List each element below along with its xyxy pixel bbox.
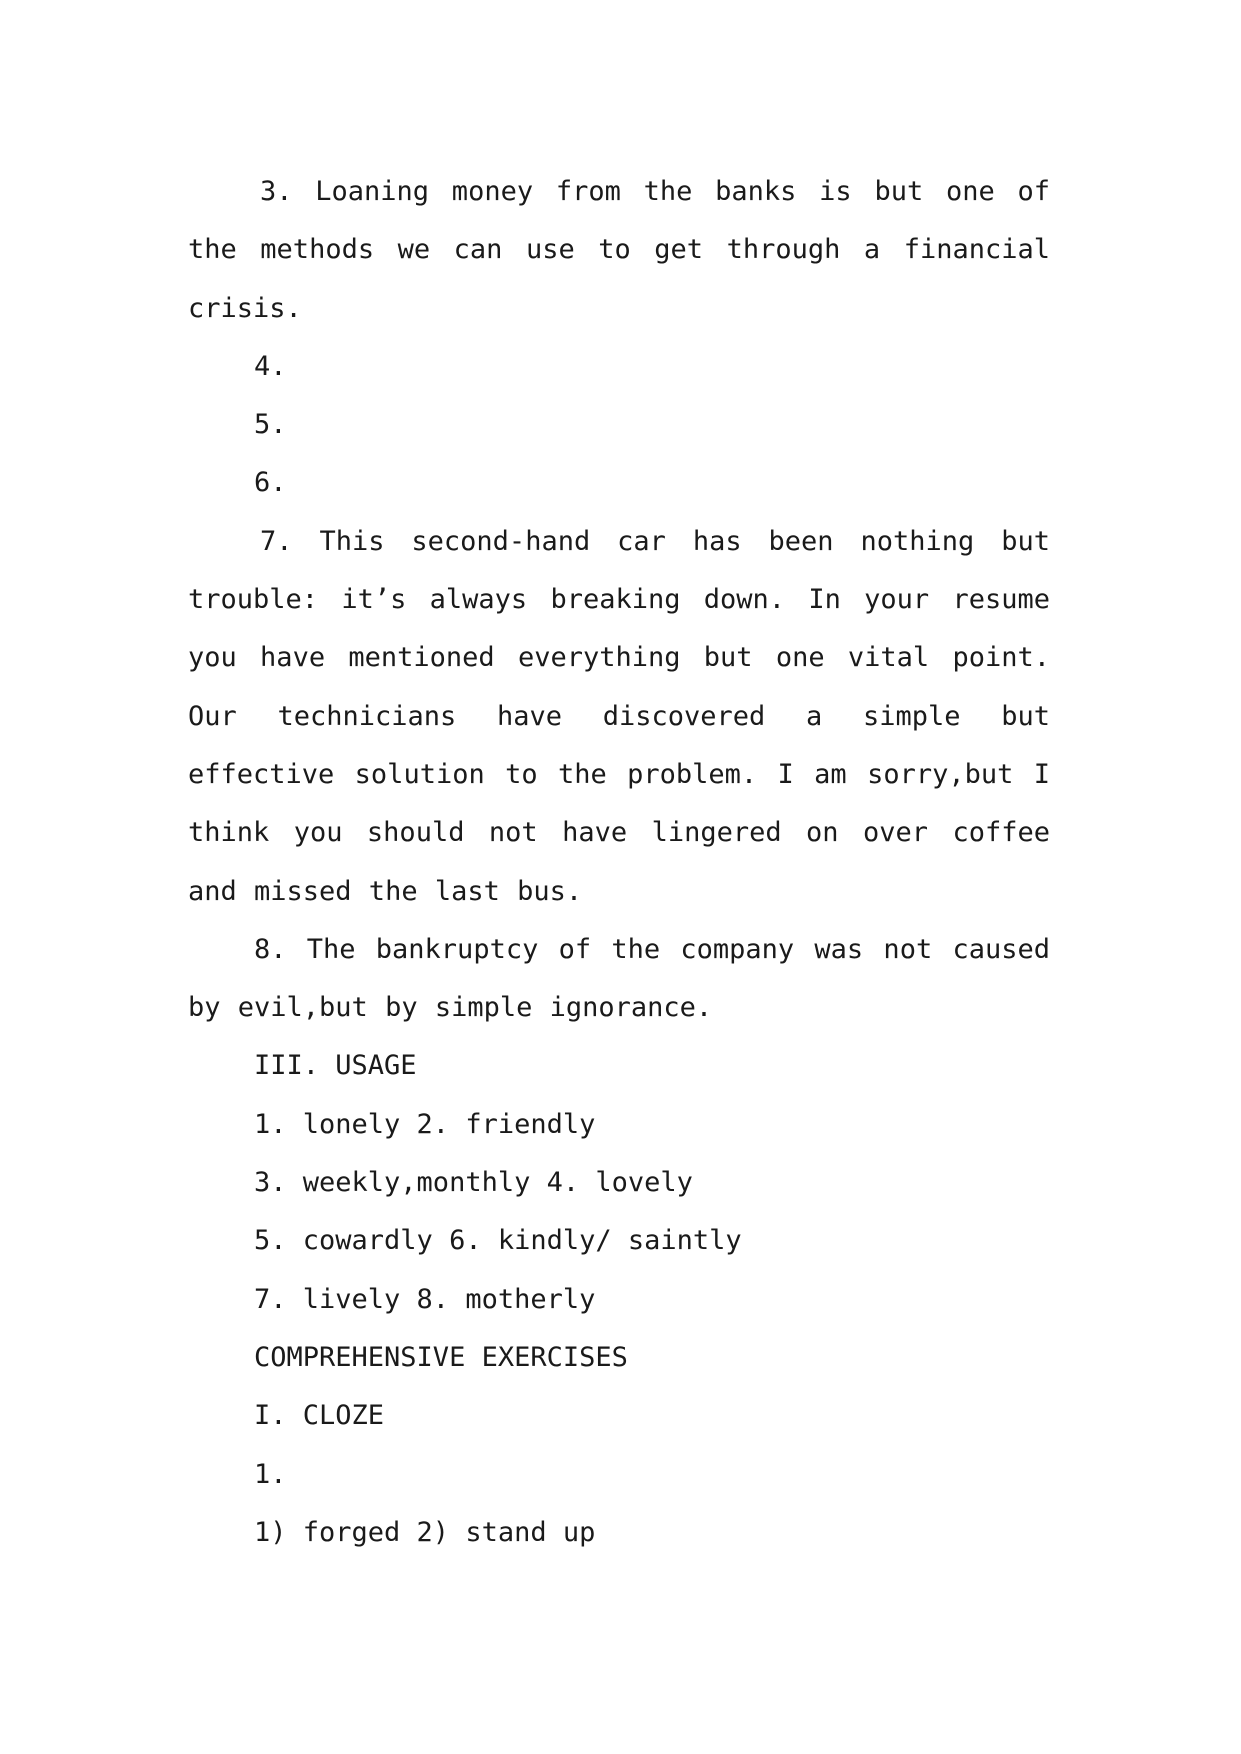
cloze-item-1: 1.: [254, 1458, 287, 1490]
answer-paragraph-8: 8. The bankruptcy of the company was not caused by evil,but by simple ignorance.: [188, 933, 1068, 1024]
usage-answers-7-8: 7. lively 8. motherly: [254, 1283, 596, 1315]
answer-item-6: 6.: [254, 467, 287, 499]
document-page: [188, 163, 1068, 1562]
answer-item-5: 5.: [254, 409, 287, 441]
usage-answers-1-2: 1. lonely 2. friendly: [254, 1108, 596, 1140]
usage-answers-3-4: 3. weekly,monthly 4. lovely: [254, 1167, 693, 1199]
cloze-answers-1-2: 1) forged 2) stand up: [254, 1516, 596, 1548]
answer-paragraph-7: 7. This second-hand car has been nothing but trouble: it’s always breaking down. In your resume you have mentioned everything but one vital point. Our technicians have discovered a simple but effective solution to the problem. I am sorry,but I think you should not have lingered on over coffee and missed the last bus.: [188, 525, 1068, 907]
section-heading-cloze: I. CLOZE: [254, 1400, 385, 1432]
answer-paragraph-3: 3. Loaning money from the banks is but one of the methods we can use to get through a financial crisis.: [188, 176, 1068, 324]
section-heading-comprehensive: COMPREHENSIVE EXERCISES: [254, 1341, 628, 1373]
section-heading-usage: III. USAGE: [254, 1050, 417, 1082]
usage-answers-5-6: 5. cowardly 6. kindly/ saintly: [254, 1225, 742, 1257]
answer-item-4: 4.: [254, 350, 287, 382]
